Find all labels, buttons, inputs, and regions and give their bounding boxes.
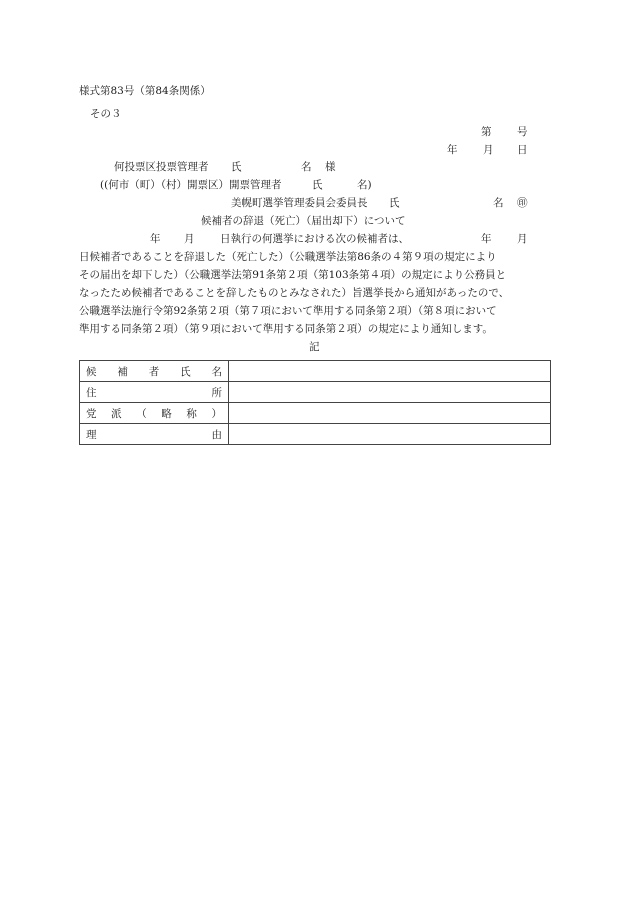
body-line-3: その届出を却下した）（公職選挙法第91条第２項（第103条第４項）の規定により公務員と [79, 269, 507, 281]
body-text-1: 日執行の何選挙における次の候補者は、 [220, 233, 409, 245]
label-cell [80, 361, 229, 382]
body-year-2: 年 [481, 233, 492, 245]
sender-title: 美幌町選挙管理委員会委員長 [231, 197, 368, 209]
addressee-1-sama: 様 [325, 161, 336, 173]
label-char: 氏 [180, 365, 191, 378]
label-char: 由 [211, 428, 222, 441]
addressee-2-shi: 氏 [312, 179, 323, 191]
table-row [80, 403, 551, 424]
number-dai: 第 [481, 126, 492, 138]
label-spread [86, 385, 222, 400]
body-year: 年 [150, 233, 161, 245]
value-cell[interactable] [229, 361, 551, 382]
body-line-2: 日候補者であることを辞退した（死亡した）（公職選挙法第86条の４第９項の規定により [79, 251, 497, 263]
subject-line: 候補者の辞退（死亡）（届出却下）について [201, 215, 406, 227]
table-row [80, 382, 551, 403]
label-char: 党 [86, 407, 97, 420]
form-sub-number: その３ [90, 108, 122, 120]
label-char: 派 [111, 407, 122, 420]
body-line-6: 準用する同条第２項）（第９項において準用する同条第２項）の規定により通知します。 [79, 323, 493, 335]
label-char: 候 [86, 365, 97, 378]
value-cell[interactable] [229, 424, 551, 445]
date-year: 年 [447, 144, 458, 156]
number-go: 号 [517, 126, 528, 138]
label-spread [86, 427, 222, 442]
addressee-1-mei: 名 [301, 161, 312, 173]
ki-heading: 記 [309, 341, 320, 353]
body-line-5: 公職選挙法施行令第92条第２項（第７項において準用する同条第２項）（第８項において [79, 305, 497, 317]
addressee-2-title: ((何市（町）（村）開票区）開票管理者 [100, 179, 282, 191]
label-char: 者 [148, 365, 160, 378]
label-char: 住 [86, 386, 97, 399]
label-char: 称 [186, 407, 197, 420]
addressee-1-shi: 氏 [231, 161, 242, 173]
date-month: 月 [483, 144, 494, 156]
label-spread [86, 406, 222, 421]
label-char: 所 [211, 386, 222, 399]
seal-mark: ㊞ [517, 197, 528, 209]
sender-shi: 氏 [389, 197, 400, 209]
label-char: 理 [86, 428, 97, 441]
body-month-2: 月 [517, 233, 528, 245]
table-row [80, 424, 551, 445]
addressee-2-mei: 名) [357, 179, 372, 191]
value-cell[interactable] [229, 382, 551, 403]
label-char: 名 [211, 365, 222, 378]
label-char: 略 [161, 407, 172, 420]
label-cell [80, 403, 229, 424]
label-cell [80, 382, 229, 403]
label-char: ） [211, 407, 222, 420]
body-month: 月 [184, 233, 195, 245]
candidate-table [79, 360, 551, 445]
label-char: （ [136, 407, 147, 420]
addressee-1-title: 何投票区投票管理者 [114, 161, 209, 173]
label-cell [80, 424, 229, 445]
table-row [80, 361, 551, 382]
body-line-4: なったため候補者であることを辞したものとみなされた）旨選挙長から通知があったので、 [79, 287, 510, 299]
form-number: 様式第83号（第84条関係） [79, 85, 211, 97]
label-spread [86, 364, 222, 379]
value-cell[interactable] [229, 403, 551, 424]
sender-mei: 名 [493, 197, 504, 209]
date-day: 日 [517, 144, 528, 156]
label-char: 補 [117, 365, 128, 378]
